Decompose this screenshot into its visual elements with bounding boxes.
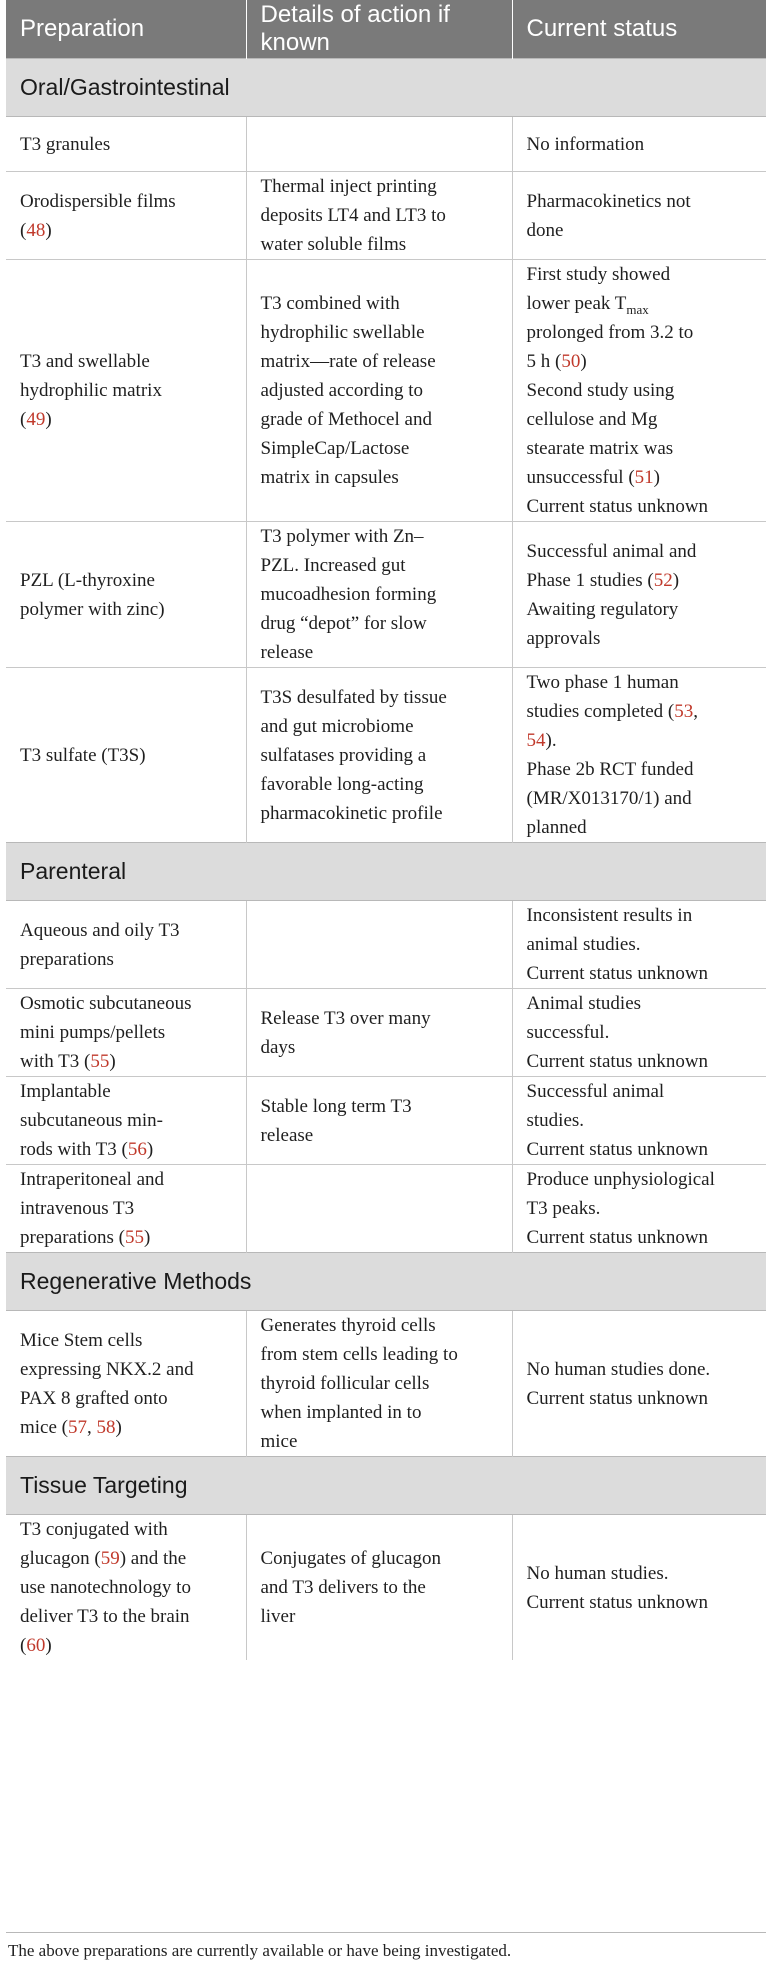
status-cell: First study showed lower peak $T_{max}$ prolonged from 3.2 to 5 h (50) Second study using cellulose and Mg stearate matrix was unsuccessful (51) Current status unknown bbox=[512, 260, 766, 522]
preparation-cell: Mice Stem cells expressing NKX.2 and PAX 8 grafted onto mice (57, 58) bbox=[6, 1311, 246, 1457]
section-row bbox=[6, 843, 766, 901]
preparation-cell: Implantable subcutaneous min- rods with T3 (56) bbox=[6, 1077, 246, 1165]
section-row bbox=[6, 59, 766, 117]
details-cell: Thermal inject printing deposits LT4 and LT3 to water soluble films bbox=[246, 172, 512, 260]
table-row bbox=[6, 901, 766, 989]
preparation-cell: Orodispersible films (48) bbox=[6, 172, 246, 260]
preparation-cell: T3 granules bbox=[6, 117, 246, 172]
details-cell: Release T3 over many days bbox=[246, 989, 512, 1077]
status-cell: No human studies done. Current status unknown bbox=[512, 1311, 766, 1457]
reference-link[interactable]: 54 bbox=[526, 730, 546, 751]
reference-link[interactable]: 49 bbox=[26, 409, 46, 430]
preparations-table-wrapper bbox=[6, 0, 766, 1660]
details-cell: Stable long term T3 release bbox=[246, 1077, 512, 1165]
reference-link[interactable]: 57 bbox=[68, 1416, 88, 1438]
table-row bbox=[6, 117, 766, 172]
table-row bbox=[6, 1311, 766, 1457]
reference-link[interactable]: 59 bbox=[100, 1548, 120, 1569]
details-cell bbox=[246, 1165, 512, 1253]
reference-link[interactable]: 60 bbox=[26, 1635, 46, 1656]
status-cell: Inconsistent results in animal studies. Current status unknown bbox=[512, 901, 766, 989]
section-title: Parenteral bbox=[6, 843, 766, 901]
header-details: Details of action if known bbox=[246, 0, 512, 59]
table-header bbox=[6, 0, 766, 59]
status-cell: Two phase 1 human studies completed (53, 54). Phase 2b RCT funded (MR/X013170/1) and planned bbox=[512, 668, 766, 843]
details-cell bbox=[246, 901, 512, 989]
preparations-table bbox=[6, 0, 766, 1660]
table-row bbox=[6, 1077, 766, 1165]
preparation-cell: T3 conjugated with glucagon (59) and the use nanotechnology to deliver T3 to the brain (60) bbox=[6, 1515, 246, 1661]
section-title: Oral/Gastrointestinal bbox=[6, 59, 766, 117]
reference-link[interactable]: 52 bbox=[653, 569, 673, 591]
details-cell: Generates thyroid cells from stem cells leading to thyroid follicular cells when implanted in to mice bbox=[246, 1311, 512, 1457]
preparation-cell: Aqueous and oily T3 preparations bbox=[6, 901, 246, 989]
table-row bbox=[6, 1515, 766, 1661]
table-row bbox=[6, 1165, 766, 1253]
preparation-cell: Osmotic subcutaneous mini pumps/pellets with T3 (55) bbox=[6, 989, 246, 1077]
status-cell: No human studies. Current status unknown bbox=[512, 1515, 766, 1661]
table-footnote: The above preparations are currently available or have being investigated. bbox=[8, 1941, 512, 1960]
status-cell: Successful animal and Phase 1 studies (52) Awaiting regulatory approvals bbox=[512, 522, 766, 668]
status-cell: No information bbox=[512, 117, 766, 172]
table-row bbox=[6, 668, 766, 843]
reference-link[interactable]: 55 bbox=[124, 1227, 144, 1248]
reference-link[interactable]: 51 bbox=[634, 467, 654, 488]
table-row bbox=[6, 172, 766, 260]
preparation-cell: T3 and swellable hydrophilic matrix (49) bbox=[6, 260, 246, 522]
reference-link[interactable]: 58 bbox=[96, 1416, 116, 1438]
bottom-rule bbox=[6, 1932, 766, 1933]
table-row bbox=[6, 260, 766, 522]
reference-link[interactable]: 56 bbox=[127, 1139, 147, 1160]
status-cell: Produce unphysiological T3 peaks. Current status unknown bbox=[512, 1165, 766, 1253]
details-cell: T3S desulfated by tissue and gut microbiome sulfatases providing a favorable long-acting pharmacokinetic profile bbox=[246, 668, 512, 843]
section-row bbox=[6, 1457, 766, 1515]
status-cell: Successful animal studies. Current status unknown bbox=[512, 1077, 766, 1165]
table-row bbox=[6, 989, 766, 1077]
details-cell: T3 polymer with Zn– PZL. Increased gut mucoadhesion forming drug “depot” for slow release bbox=[246, 522, 512, 668]
section-title: Tissue Targeting bbox=[6, 1457, 766, 1515]
reference-link[interactable]: 48 bbox=[26, 219, 46, 241]
details-cell: T3 combined with hydrophilic swellable matrix—rate of release adjusted according to grade of Methocel and SimpleCap/Lactose matrix in capsules bbox=[246, 260, 512, 522]
section-title: Regenerative Methods bbox=[6, 1253, 766, 1311]
reference-link[interactable]: 50 bbox=[561, 351, 581, 372]
status-cell: Pharmacokinetics not done bbox=[512, 172, 766, 260]
details-cell: Conjugates of glucagon and T3 delivers to the liver bbox=[246, 1515, 512, 1661]
reference-link[interactable]: 53 bbox=[674, 701, 694, 722]
status-cell: Animal studies successful. Current status unknown bbox=[512, 989, 766, 1077]
header-status: Current status bbox=[512, 0, 766, 59]
section-row bbox=[6, 1253, 766, 1311]
preparation-cell: PZL (L-thyroxine polymer with zinc) bbox=[6, 522, 246, 668]
details-cell bbox=[246, 117, 512, 172]
header-preparation: Preparation bbox=[6, 0, 246, 59]
preparation-cell: Intraperitoneal and intravenous T3 preparations (55) bbox=[6, 1165, 246, 1253]
table-row bbox=[6, 522, 766, 668]
preparation-cell: T3 sulfate (T3S) bbox=[6, 668, 246, 843]
reference-link[interactable]: 55 bbox=[90, 1051, 110, 1072]
